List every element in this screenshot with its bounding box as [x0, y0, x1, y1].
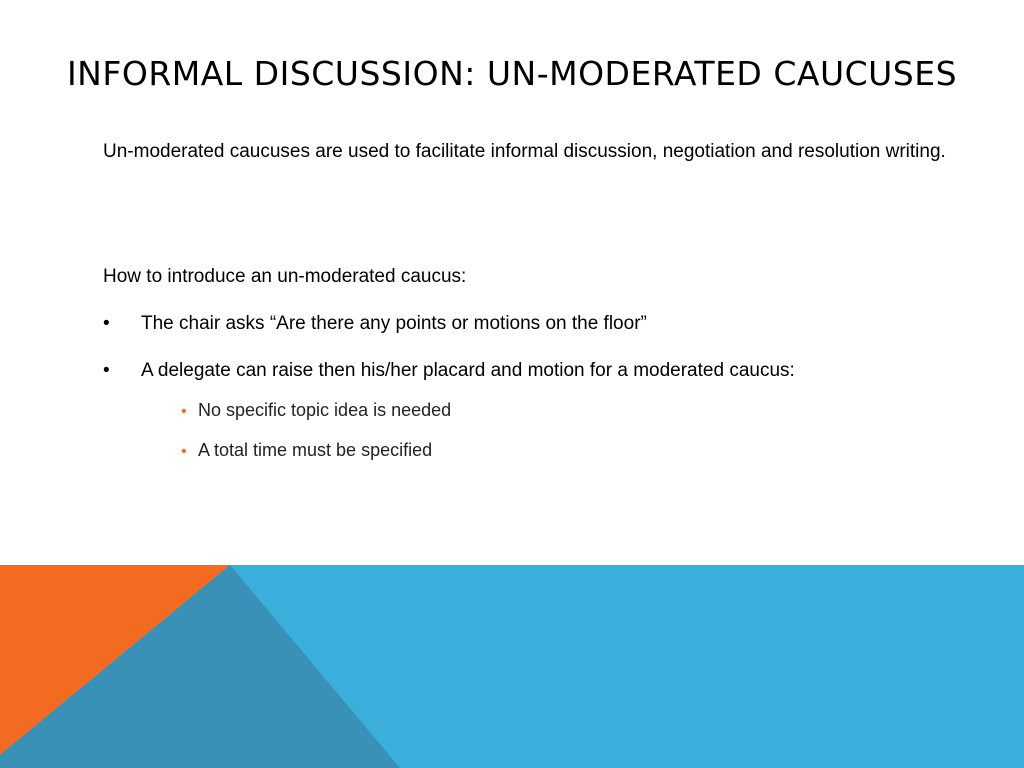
sub-bullet-text: No specific topic idea is needed — [198, 400, 452, 420]
bullet-item — [103, 357, 795, 385]
sub-bullet-item — [181, 437, 432, 465]
sub-bullet-marker: • — [181, 443, 187, 460]
sub-bullet-marker: • — [181, 403, 187, 420]
intro-paragraph: Un-moderated caucuses are used to facilitate informal discussion, negotiation and resolution writing. — [103, 141, 946, 162]
slide-title: INFORMAL DISCUSSION: UN-MODERATED CAUCUSES — [66, 54, 958, 93]
decorative-footer-shapes — [0, 565, 1024, 768]
how-to-heading: How to introduce an un-moderated caucus: — [103, 266, 467, 287]
bullet-marker: • — [103, 360, 110, 381]
bullet-text: A delegate can raise then his/her placard and motion for a moderated caucus: — [141, 360, 795, 381]
sub-bullet-item — [181, 397, 451, 425]
bullet-marker: • — [103, 313, 110, 334]
bullet-text: The chair asks “Are there any points or motions on the floor” — [141, 313, 647, 334]
sub-bullet-text: A total time must be specified — [198, 440, 433, 460]
bullet-item — [103, 310, 647, 338]
